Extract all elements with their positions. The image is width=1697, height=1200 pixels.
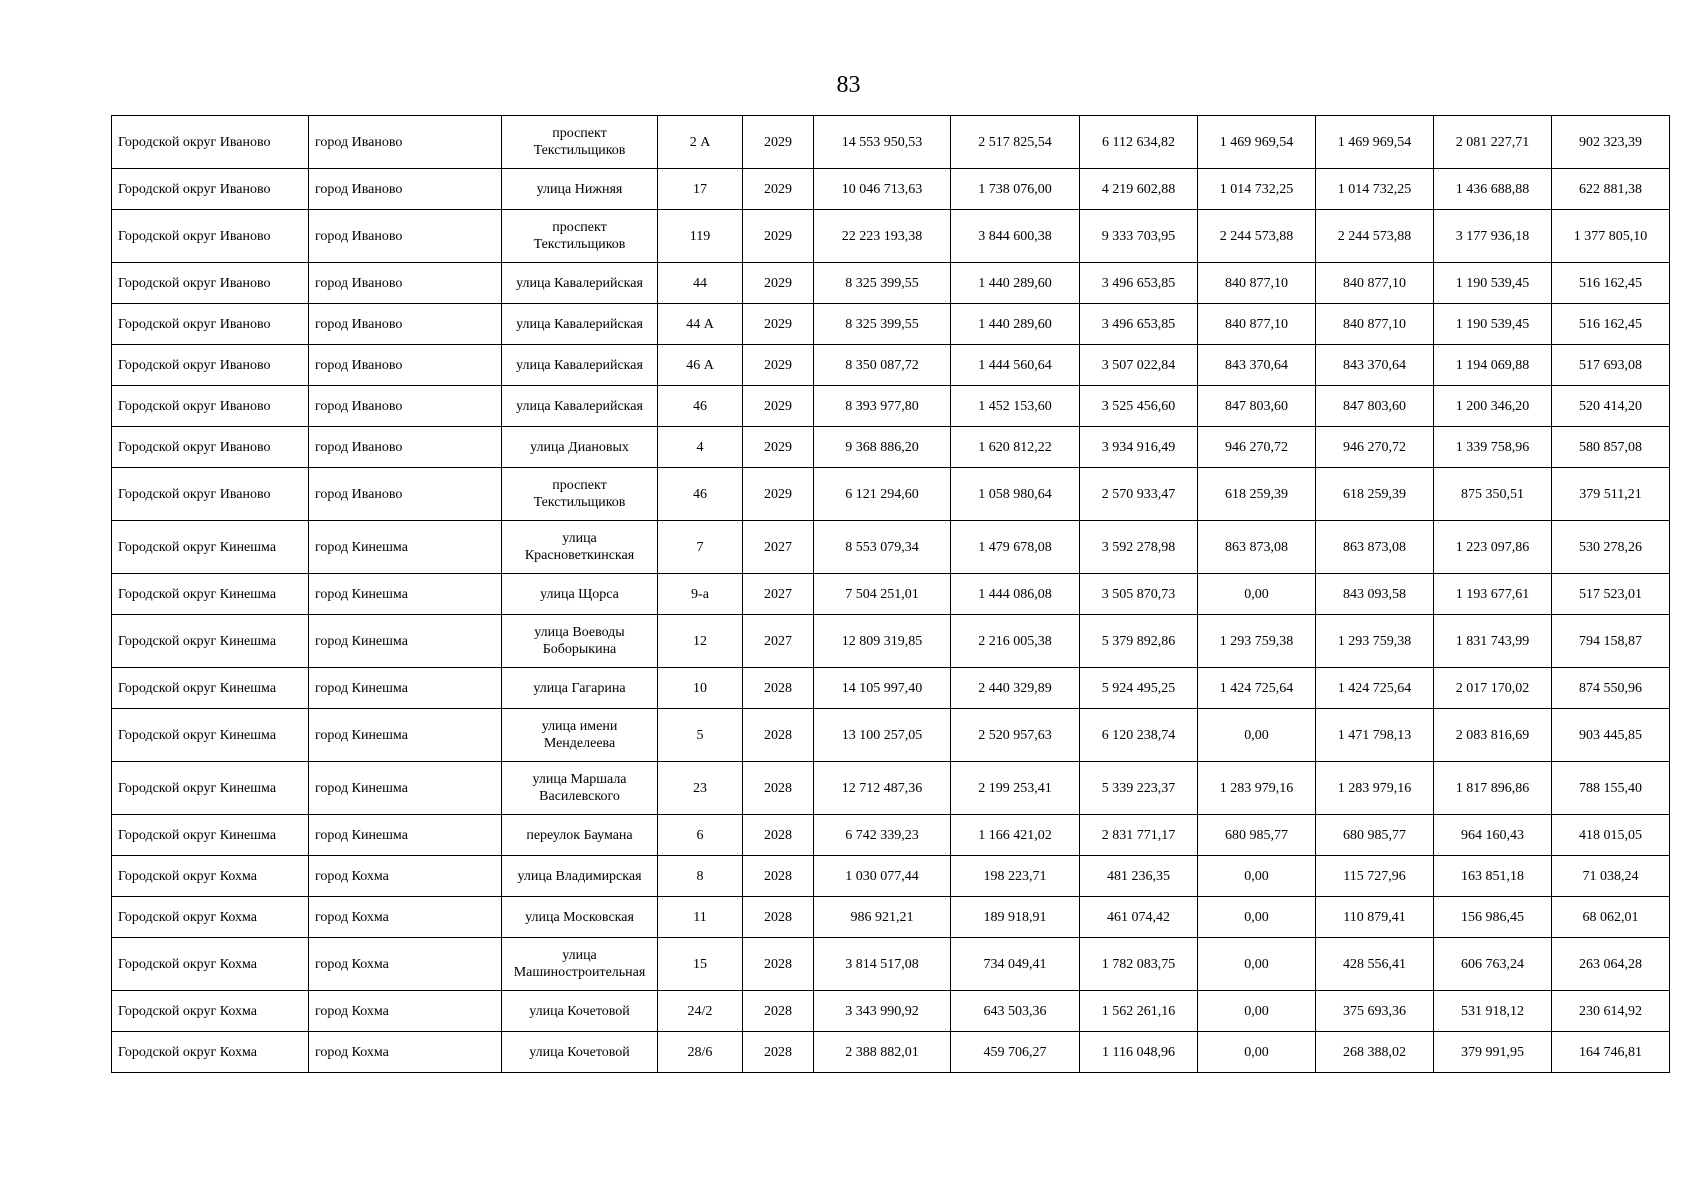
cell-year: 2029	[743, 169, 814, 210]
cell-street: улица Кочетовой	[502, 991, 658, 1032]
cell-value-2: 2 517 825,54	[951, 116, 1080, 169]
cell-value-7: 516 162,45	[1552, 263, 1670, 304]
cell-value-7: 903 445,85	[1552, 709, 1670, 762]
cell-value-2: 734 049,41	[951, 938, 1080, 991]
cell-city: город Кинешма	[309, 668, 502, 709]
cell-house: 6	[658, 815, 743, 856]
cell-year: 2029	[743, 468, 814, 521]
page-number: 83	[836, 72, 861, 98]
cell-value-3: 5 339 223,37	[1080, 762, 1198, 815]
cell-street: улица Гагарина	[502, 668, 658, 709]
cell-street: улица Кавалерийская	[502, 304, 658, 345]
cell-value-3: 2 570 933,47	[1080, 468, 1198, 521]
cell-street: улица имени Менделеева	[502, 709, 658, 762]
cell-year: 2028	[743, 709, 814, 762]
cell-value-5: 843 093,58	[1316, 574, 1434, 615]
cell-value-6: 1 190 539,45	[1434, 263, 1552, 304]
cell-year: 2028	[743, 815, 814, 856]
cell-value-6: 1 193 677,61	[1434, 574, 1552, 615]
cell-street: проспект Текстильщиков	[502, 210, 658, 263]
cell-value-2: 1 440 289,60	[951, 263, 1080, 304]
cell-house: 10	[658, 668, 743, 709]
cell-value-2: 1 620 812,22	[951, 427, 1080, 468]
table-row	[112, 668, 1670, 709]
cell-value-5: 618 259,39	[1316, 468, 1434, 521]
cell-value-3: 3 496 653,85	[1080, 304, 1198, 345]
cell-city: город Иваново	[309, 304, 502, 345]
cell-okrug: Городской округ Кохма	[112, 991, 309, 1032]
cell-value-3: 3 496 653,85	[1080, 263, 1198, 304]
table-body	[112, 116, 1670, 1073]
cell-okrug: Городской округ Кохма	[112, 856, 309, 897]
cell-value-2: 1 166 421,02	[951, 815, 1080, 856]
cell-value-3: 481 236,35	[1080, 856, 1198, 897]
cell-city: город Кинешма	[309, 521, 502, 574]
cell-okrug: Городской округ Иваново	[112, 345, 309, 386]
cell-house: 24/2	[658, 991, 743, 1032]
cell-value-5: 1 424 725,64	[1316, 668, 1434, 709]
cell-value-6: 1 194 069,88	[1434, 345, 1552, 386]
cell-value-7: 902 323,39	[1552, 116, 1670, 169]
cell-year: 2027	[743, 615, 814, 668]
cell-year: 2028	[743, 938, 814, 991]
cell-value-7: 517 523,01	[1552, 574, 1670, 615]
table-row	[112, 386, 1670, 427]
cell-value-1: 12 809 319,85	[814, 615, 951, 668]
cell-house: 15	[658, 938, 743, 991]
cell-city: город Кохма	[309, 1032, 502, 1073]
cell-value-1: 8 325 399,55	[814, 263, 951, 304]
cell-value-2: 1 452 153,60	[951, 386, 1080, 427]
cell-okrug: Городской округ Кохма	[112, 938, 309, 991]
table-row	[112, 116, 1670, 169]
cell-year: 2029	[743, 304, 814, 345]
cell-value-4: 843 370,64	[1198, 345, 1316, 386]
cell-value-1: 3 343 990,92	[814, 991, 951, 1032]
cell-value-4: 0,00	[1198, 991, 1316, 1032]
cell-value-2: 198 223,71	[951, 856, 1080, 897]
cell-value-5: 1 469 969,54	[1316, 116, 1434, 169]
cell-value-1: 8 325 399,55	[814, 304, 951, 345]
cell-street: улица Кочетовой	[502, 1032, 658, 1073]
cell-street: проспект Текстильщиков	[502, 116, 658, 169]
cell-city: город Кинешма	[309, 815, 502, 856]
cell-value-2: 459 706,27	[951, 1032, 1080, 1073]
cell-year: 2028	[743, 856, 814, 897]
cell-value-3: 5 924 495,25	[1080, 668, 1198, 709]
table-row	[112, 991, 1670, 1032]
cell-house: 44 А	[658, 304, 743, 345]
cell-value-5: 863 873,08	[1316, 521, 1434, 574]
cell-value-3: 9 333 703,95	[1080, 210, 1198, 263]
cell-value-6: 1 436 688,88	[1434, 169, 1552, 210]
cell-value-6: 2 083 816,69	[1434, 709, 1552, 762]
cell-okrug: Городской округ Кинешма	[112, 709, 309, 762]
cell-value-4: 1 469 969,54	[1198, 116, 1316, 169]
cell-city: город Кохма	[309, 897, 502, 938]
cell-okrug: Городской округ Кохма	[112, 897, 309, 938]
cell-value-3: 1 562 261,16	[1080, 991, 1198, 1032]
cell-value-3: 3 525 456,60	[1080, 386, 1198, 427]
cell-value-3: 3 934 916,49	[1080, 427, 1198, 468]
cell-okrug: Городской округ Иваново	[112, 116, 309, 169]
cell-value-4: 0,00	[1198, 856, 1316, 897]
cell-value-6: 2 017 170,02	[1434, 668, 1552, 709]
cell-street: улица Кавалерийская	[502, 386, 658, 427]
table-row	[112, 427, 1670, 468]
cell-value-4: 840 877,10	[1198, 304, 1316, 345]
cell-value-1: 12 712 487,36	[814, 762, 951, 815]
cell-house: 23	[658, 762, 743, 815]
cell-year: 2029	[743, 386, 814, 427]
cell-city: город Иваново	[309, 386, 502, 427]
cell-value-6: 156 986,45	[1434, 897, 1552, 938]
cell-okrug: Городской округ Кинешма	[112, 815, 309, 856]
cell-value-7: 530 278,26	[1552, 521, 1670, 574]
cell-city: город Кохма	[309, 856, 502, 897]
cell-value-6: 1 339 758,96	[1434, 427, 1552, 468]
cell-city: город Иваново	[309, 427, 502, 468]
cell-value-5: 1 014 732,25	[1316, 169, 1434, 210]
cell-city: город Иваново	[309, 169, 502, 210]
cell-value-2: 2 199 253,41	[951, 762, 1080, 815]
table-row	[112, 468, 1670, 521]
cell-value-4: 1 293 759,38	[1198, 615, 1316, 668]
cell-value-3: 1 116 048,96	[1080, 1032, 1198, 1073]
cell-value-5: 1 471 798,13	[1316, 709, 1434, 762]
cell-street: улица Машиностроительная	[502, 938, 658, 991]
cell-value-1: 1 030 077,44	[814, 856, 951, 897]
cell-value-1: 3 814 517,08	[814, 938, 951, 991]
cell-value-1: 6 121 294,60	[814, 468, 951, 521]
cell-year: 2028	[743, 991, 814, 1032]
cell-street: улица Воеводы Боборыкина	[502, 615, 658, 668]
cell-value-5: 946 270,72	[1316, 427, 1434, 468]
cell-street: проспект Текстильщиков	[502, 468, 658, 521]
cell-house: 44	[658, 263, 743, 304]
cell-house: 46	[658, 468, 743, 521]
table-row	[112, 615, 1670, 668]
cell-value-6: 1 223 097,86	[1434, 521, 1552, 574]
cell-value-3: 3 592 278,98	[1080, 521, 1198, 574]
cell-value-2: 2 520 957,63	[951, 709, 1080, 762]
cell-value-1: 13 100 257,05	[814, 709, 951, 762]
cell-value-1: 2 388 882,01	[814, 1032, 951, 1073]
cell-value-5: 843 370,64	[1316, 345, 1434, 386]
cell-okrug: Городской округ Кинешма	[112, 574, 309, 615]
cell-house: 2 А	[658, 116, 743, 169]
cell-house: 119	[658, 210, 743, 263]
cell-value-2: 1 444 560,64	[951, 345, 1080, 386]
cell-value-7: 622 881,38	[1552, 169, 1670, 210]
cell-value-5: 1 293 759,38	[1316, 615, 1434, 668]
cell-value-5: 840 877,10	[1316, 304, 1434, 345]
cell-value-4: 946 270,72	[1198, 427, 1316, 468]
table-row	[112, 263, 1670, 304]
cell-value-4: 1 014 732,25	[1198, 169, 1316, 210]
cell-value-3: 3 505 870,73	[1080, 574, 1198, 615]
cell-value-5: 110 879,41	[1316, 897, 1434, 938]
cell-value-2: 643 503,36	[951, 991, 1080, 1032]
cell-value-7: 794 158,87	[1552, 615, 1670, 668]
cell-value-2: 2 440 329,89	[951, 668, 1080, 709]
cell-street: улица Московская	[502, 897, 658, 938]
cell-value-4: 2 244 573,88	[1198, 210, 1316, 263]
table-row	[112, 210, 1670, 263]
cell-year: 2028	[743, 1032, 814, 1073]
cell-year: 2028	[743, 897, 814, 938]
cell-city: город Кохма	[309, 938, 502, 991]
table-row	[112, 938, 1670, 991]
cell-city: город Кинешма	[309, 762, 502, 815]
cell-value-6: 379 991,95	[1434, 1032, 1552, 1073]
cell-value-3: 461 074,42	[1080, 897, 1198, 938]
cell-house: 17	[658, 169, 743, 210]
cell-house: 9-а	[658, 574, 743, 615]
cell-house: 11	[658, 897, 743, 938]
cell-street: улица Кавалерийская	[502, 263, 658, 304]
cell-value-2: 1 738 076,00	[951, 169, 1080, 210]
cell-okrug: Городской округ Иваново	[112, 169, 309, 210]
cell-value-4: 680 985,77	[1198, 815, 1316, 856]
table-row	[112, 521, 1670, 574]
cell-value-4: 618 259,39	[1198, 468, 1316, 521]
table-row	[112, 897, 1670, 938]
cell-value-6: 2 081 227,71	[1434, 116, 1552, 169]
cell-value-7: 71 038,24	[1552, 856, 1670, 897]
cell-street: улица Нижняя	[502, 169, 658, 210]
cell-city: город Кинешма	[309, 709, 502, 762]
cell-street: улица Владимирская	[502, 856, 658, 897]
cell-value-2: 1 440 289,60	[951, 304, 1080, 345]
cell-value-7: 263 064,28	[1552, 938, 1670, 991]
cell-value-6: 1 200 346,20	[1434, 386, 1552, 427]
cell-okrug: Городской округ Кинешма	[112, 762, 309, 815]
cell-house: 8	[658, 856, 743, 897]
cell-value-7: 580 857,08	[1552, 427, 1670, 468]
table-row	[112, 304, 1670, 345]
cell-value-7: 788 155,40	[1552, 762, 1670, 815]
cell-value-3: 6 120 238,74	[1080, 709, 1198, 762]
cell-value-6: 964 160,43	[1434, 815, 1552, 856]
cell-value-1: 8 553 079,34	[814, 521, 951, 574]
cell-street: улица Диановых	[502, 427, 658, 468]
cell-value-4: 0,00	[1198, 897, 1316, 938]
cell-value-1: 22 223 193,38	[814, 210, 951, 263]
cell-value-7: 379 511,21	[1552, 468, 1670, 521]
cell-value-4: 863 873,08	[1198, 521, 1316, 574]
cell-year: 2027	[743, 574, 814, 615]
cell-value-3: 1 782 083,75	[1080, 938, 1198, 991]
cell-okrug: Городской округ Иваново	[112, 427, 309, 468]
cell-okrug: Городской округ Иваново	[112, 304, 309, 345]
cell-okrug: Городской округ Иваново	[112, 263, 309, 304]
cell-okrug: Городской округ Кохма	[112, 1032, 309, 1073]
cell-value-1: 10 046 713,63	[814, 169, 951, 210]
cell-value-7: 68 062,01	[1552, 897, 1670, 938]
cell-value-1: 14 553 950,53	[814, 116, 951, 169]
cell-value-6: 163 851,18	[1434, 856, 1552, 897]
cell-value-5: 840 877,10	[1316, 263, 1434, 304]
cell-value-6: 3 177 936,18	[1434, 210, 1552, 263]
table-row	[112, 1032, 1670, 1073]
cell-value-1: 8 393 977,80	[814, 386, 951, 427]
cell-city: город Иваново	[309, 263, 502, 304]
cell-value-6: 1 831 743,99	[1434, 615, 1552, 668]
cell-value-3: 3 507 022,84	[1080, 345, 1198, 386]
cell-value-2: 1 058 980,64	[951, 468, 1080, 521]
cell-city: город Кинешма	[309, 615, 502, 668]
cell-year: 2028	[743, 668, 814, 709]
cell-value-5: 2 244 573,88	[1316, 210, 1434, 263]
cell-value-1: 9 368 886,20	[814, 427, 951, 468]
cell-value-7: 517 693,08	[1552, 345, 1670, 386]
cell-year: 2029	[743, 116, 814, 169]
cell-value-7: 418 015,05	[1552, 815, 1670, 856]
cell-value-1: 8 350 087,72	[814, 345, 951, 386]
cell-value-1: 6 742 339,23	[814, 815, 951, 856]
cell-value-1: 14 105 997,40	[814, 668, 951, 709]
cell-okrug: Городской округ Кинешма	[112, 521, 309, 574]
table-row	[112, 762, 1670, 815]
cell-value-4: 0,00	[1198, 938, 1316, 991]
cell-value-6: 1 190 539,45	[1434, 304, 1552, 345]
table-row	[112, 709, 1670, 762]
cell-year: 2029	[743, 210, 814, 263]
cell-okrug: Городской округ Иваново	[112, 468, 309, 521]
table-row	[112, 169, 1670, 210]
table-row	[112, 574, 1670, 615]
cell-value-1: 7 504 251,01	[814, 574, 951, 615]
cell-house: 4	[658, 427, 743, 468]
table-row	[112, 345, 1670, 386]
cell-year: 2029	[743, 345, 814, 386]
cell-street: переулок Баумана	[502, 815, 658, 856]
cell-value-5: 428 556,41	[1316, 938, 1434, 991]
cell-value-7: 230 614,92	[1552, 991, 1670, 1032]
cell-house: 12	[658, 615, 743, 668]
cell-value-2: 3 844 600,38	[951, 210, 1080, 263]
cell-city: город Иваново	[309, 468, 502, 521]
cell-okrug: Городской округ Иваново	[112, 386, 309, 427]
cell-value-7: 1 377 805,10	[1552, 210, 1670, 263]
cell-year: 2029	[743, 263, 814, 304]
cell-house: 46	[658, 386, 743, 427]
cell-value-3: 6 112 634,82	[1080, 116, 1198, 169]
cell-value-2: 1 444 086,08	[951, 574, 1080, 615]
cell-value-3: 2 831 771,17	[1080, 815, 1198, 856]
cell-okrug: Городской округ Кинешма	[112, 615, 309, 668]
cell-city: город Иваново	[309, 116, 502, 169]
cell-value-4: 0,00	[1198, 1032, 1316, 1073]
cell-house: 7	[658, 521, 743, 574]
table-row	[112, 815, 1670, 856]
cell-value-1: 986 921,21	[814, 897, 951, 938]
cell-value-5: 1 283 979,16	[1316, 762, 1434, 815]
cell-okrug: Городской округ Иваново	[112, 210, 309, 263]
address-register-table	[111, 115, 1670, 1073]
cell-value-4: 1 424 725,64	[1198, 668, 1316, 709]
cell-street: улица Щорса	[502, 574, 658, 615]
cell-value-7: 520 414,20	[1552, 386, 1670, 427]
cell-value-3: 4 219 602,88	[1080, 169, 1198, 210]
cell-year: 2027	[743, 521, 814, 574]
cell-value-7: 164 746,81	[1552, 1032, 1670, 1073]
cell-value-7: 516 162,45	[1552, 304, 1670, 345]
cell-value-4: 0,00	[1198, 574, 1316, 615]
cell-street: улица Маршала Василевского	[502, 762, 658, 815]
cell-value-2: 189 918,91	[951, 897, 1080, 938]
cell-street: улица Кавалерийская	[502, 345, 658, 386]
cell-city: город Иваново	[309, 345, 502, 386]
cell-house: 5	[658, 709, 743, 762]
cell-value-5: 847 803,60	[1316, 386, 1434, 427]
cell-value-5: 115 727,96	[1316, 856, 1434, 897]
cell-year: 2029	[743, 427, 814, 468]
cell-value-5: 680 985,77	[1316, 815, 1434, 856]
cell-value-7: 874 550,96	[1552, 668, 1670, 709]
cell-house: 46 А	[658, 345, 743, 386]
cell-value-5: 268 388,02	[1316, 1032, 1434, 1073]
cell-value-6: 875 350,51	[1434, 468, 1552, 521]
cell-value-3: 5 379 892,86	[1080, 615, 1198, 668]
cell-house: 28/6	[658, 1032, 743, 1073]
cell-value-2: 1 479 678,08	[951, 521, 1080, 574]
cell-city: город Кинешма	[309, 574, 502, 615]
cell-street: улица Красноветкинская	[502, 521, 658, 574]
cell-year: 2028	[743, 762, 814, 815]
cell-okrug: Городской округ Кинешма	[112, 668, 309, 709]
cell-value-2: 2 216 005,38	[951, 615, 1080, 668]
cell-value-6: 606 763,24	[1434, 938, 1552, 991]
cell-value-6: 531 918,12	[1434, 991, 1552, 1032]
cell-city: город Кохма	[309, 991, 502, 1032]
cell-city: город Иваново	[309, 210, 502, 263]
table-row	[112, 856, 1670, 897]
cell-value-4: 847 803,60	[1198, 386, 1316, 427]
cell-value-5: 375 693,36	[1316, 991, 1434, 1032]
cell-value-4: 1 283 979,16	[1198, 762, 1316, 815]
cell-value-6: 1 817 896,86	[1434, 762, 1552, 815]
cell-value-4: 840 877,10	[1198, 263, 1316, 304]
cell-value-4: 0,00	[1198, 709, 1316, 762]
